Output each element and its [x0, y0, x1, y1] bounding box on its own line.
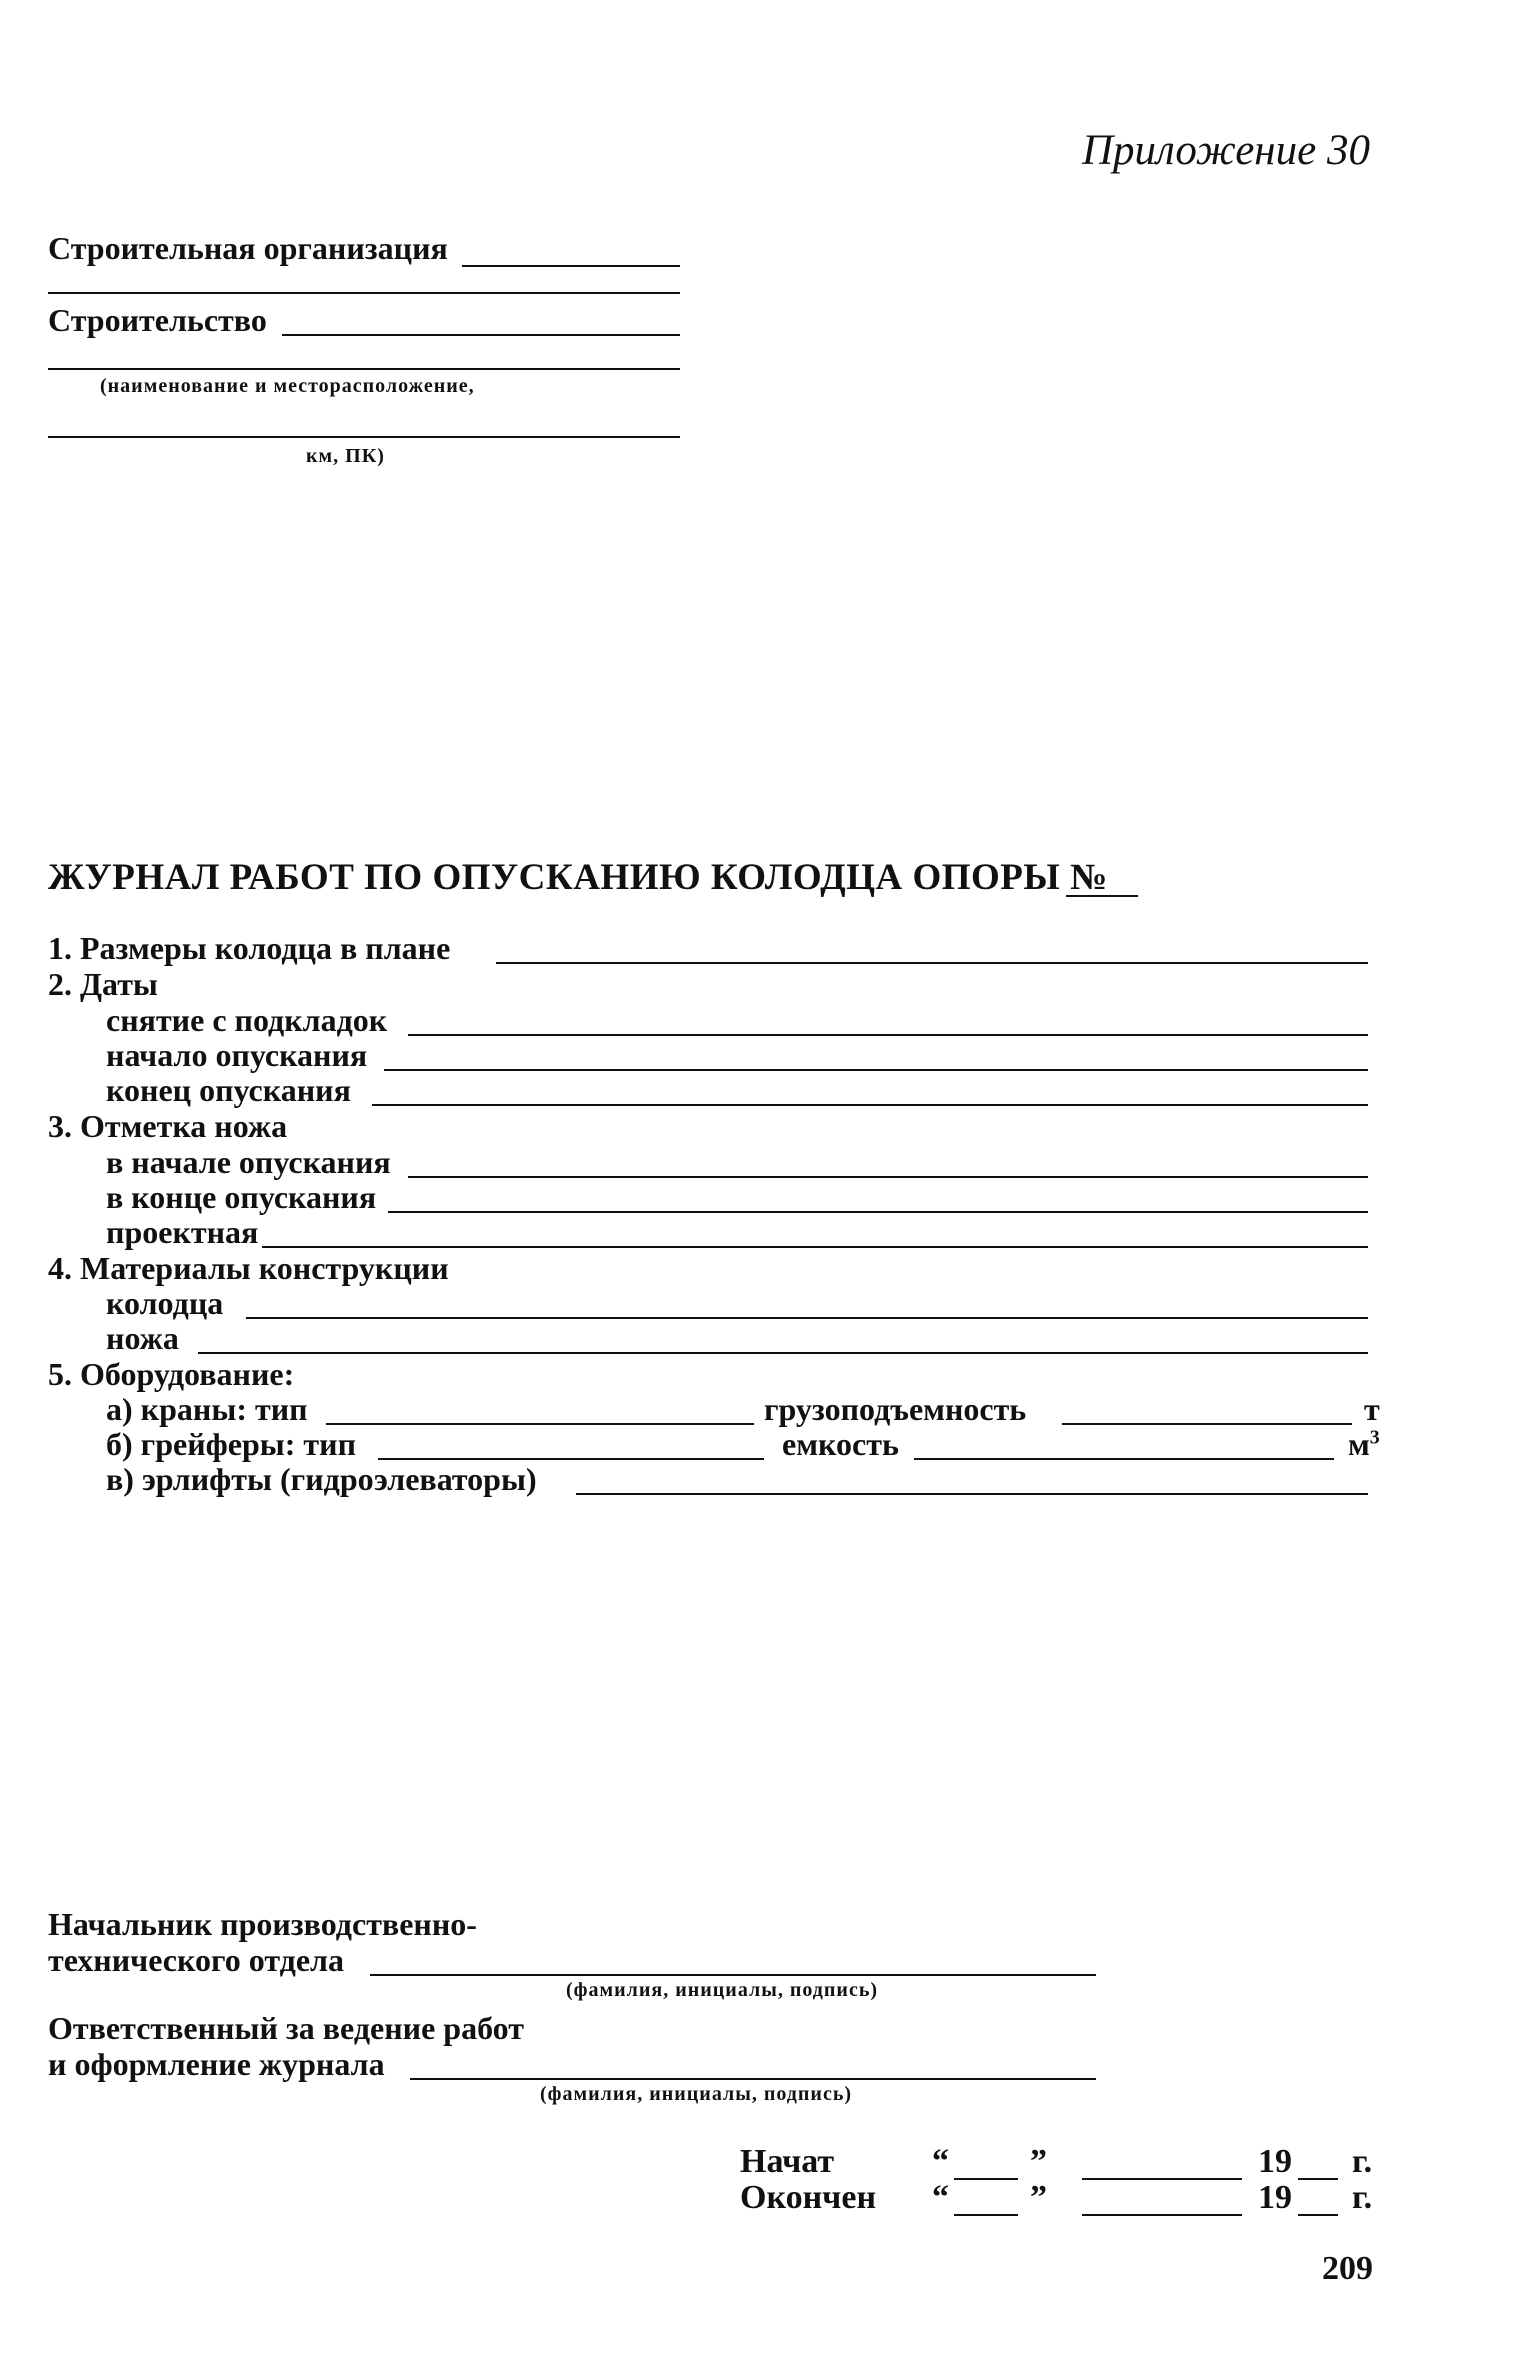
appendix-label: Приложение 30: [1082, 127, 1370, 174]
item-size-label: 1. Размеры колодца в плане: [48, 930, 451, 966]
end-lowering-field[interactable]: [372, 1104, 1368, 1106]
responsible-label-line2: и оформление журнала: [48, 2046, 385, 2082]
airlifts-label: в) эрлифты (гидроэлеваторы): [106, 1461, 537, 1497]
journal-title: ЖУРНАЛ РАБОТ ПО ОПУСКАНИЮ КОЛОДЦА ОПОРЫ №: [48, 857, 1108, 898]
equipment-label: 5. Оборудование:: [48, 1356, 295, 1392]
item-dates-label: 2. Даты: [48, 966, 158, 1002]
capacity-label: грузоподъемность: [764, 1391, 1027, 1427]
volume-field[interactable]: [914, 1458, 1334, 1460]
head-label-line2: технического отдела: [48, 1942, 344, 1978]
grabs-type-field[interactable]: [378, 1458, 764, 1460]
responsible-signature-note: (фамилия, инициалы, подпись): [540, 2083, 853, 2105]
head-signature-field[interactable]: [370, 1974, 1096, 1976]
well-label: колодца: [106, 1285, 224, 1321]
started-label: Начат: [740, 2143, 835, 2180]
well-field[interactable]: [246, 1317, 1368, 1319]
cranes-type-field[interactable]: [326, 1423, 754, 1425]
unit-t: т: [1364, 1391, 1380, 1427]
location-note: (наименование и месторасположение,: [100, 375, 475, 397]
page-number: 209: [1322, 2250, 1373, 2287]
materials-label: 4. Материалы конструкции: [48, 1250, 449, 1286]
construction-field[interactable]: [282, 334, 680, 336]
at-end-field[interactable]: [388, 1211, 1368, 1213]
item-size-field[interactable]: [496, 962, 1368, 964]
unit-m3: $м^3$: [1348, 1426, 1380, 1462]
org-label: Строительная организация: [48, 230, 448, 266]
end-lowering-label: конец опускания: [106, 1072, 351, 1108]
at-end-label: в конце опускания: [106, 1179, 377, 1215]
km-note: км, ПК): [306, 445, 385, 467]
knife-label: ножа: [106, 1320, 179, 1356]
knife-mark-label: 3. Отметка ножа: [48, 1108, 288, 1144]
design-label: проектная: [106, 1214, 259, 1250]
responsible-signature-field[interactable]: [410, 2078, 1096, 2080]
finished-day-field[interactable]: [954, 2214, 1018, 2216]
finished-quote-open: “: [932, 2179, 949, 2216]
finished-year-suffix: г.: [1352, 2179, 1373, 2216]
started-quote-open: “: [932, 2143, 949, 2180]
at-start-field[interactable]: [408, 1176, 1368, 1178]
finished-year-prefix: 19: [1258, 2179, 1292, 2216]
start-lowering-field[interactable]: [384, 1069, 1368, 1071]
construction-field-line2[interactable]: [48, 368, 680, 370]
grabs-label: б) грейферы: тип: [106, 1426, 356, 1462]
cranes-label: а) краны: тип: [106, 1391, 308, 1427]
started-day-field[interactable]: [954, 2178, 1018, 2180]
knife-field[interactable]: [198, 1352, 1368, 1354]
head-signature-note: (фамилия, инициалы, подпись): [566, 1979, 879, 2001]
started-month-field[interactable]: [1082, 2178, 1242, 2180]
started-year-suffix: г.: [1352, 2143, 1373, 2180]
design-field[interactable]: [262, 1246, 1368, 1248]
support-number-field[interactable]: [1066, 895, 1138, 897]
start-lowering-label: начало опускания: [106, 1037, 368, 1073]
finished-month-field[interactable]: [1082, 2214, 1242, 2216]
started-year-prefix: 19: [1258, 2143, 1292, 2180]
finished-year-field[interactable]: [1298, 2214, 1338, 2216]
started-quote-close: ”: [1030, 2143, 1047, 2180]
removal-label: снятие с подкладок: [106, 1002, 388, 1038]
airlifts-field[interactable]: [576, 1493, 1368, 1495]
org-field-line2[interactable]: [48, 292, 680, 294]
location-field[interactable]: [48, 436, 680, 438]
capacity-field[interactable]: [1062, 1423, 1352, 1425]
finished-quote-close: ”: [1030, 2179, 1047, 2216]
responsible-label-line1: Ответственный за ведение работ: [48, 2010, 524, 2046]
construction-label: Строительство: [48, 302, 267, 338]
finished-label: Окончен: [740, 2179, 877, 2216]
org-field[interactable]: [462, 265, 680, 267]
head-label-line1: Начальник производственно-: [48, 1906, 477, 1942]
volume-label: емкость: [782, 1426, 899, 1462]
at-start-label: в начале опускания: [106, 1144, 391, 1180]
started-year-field[interactable]: [1298, 2178, 1338, 2180]
removal-field[interactable]: [408, 1034, 1368, 1036]
